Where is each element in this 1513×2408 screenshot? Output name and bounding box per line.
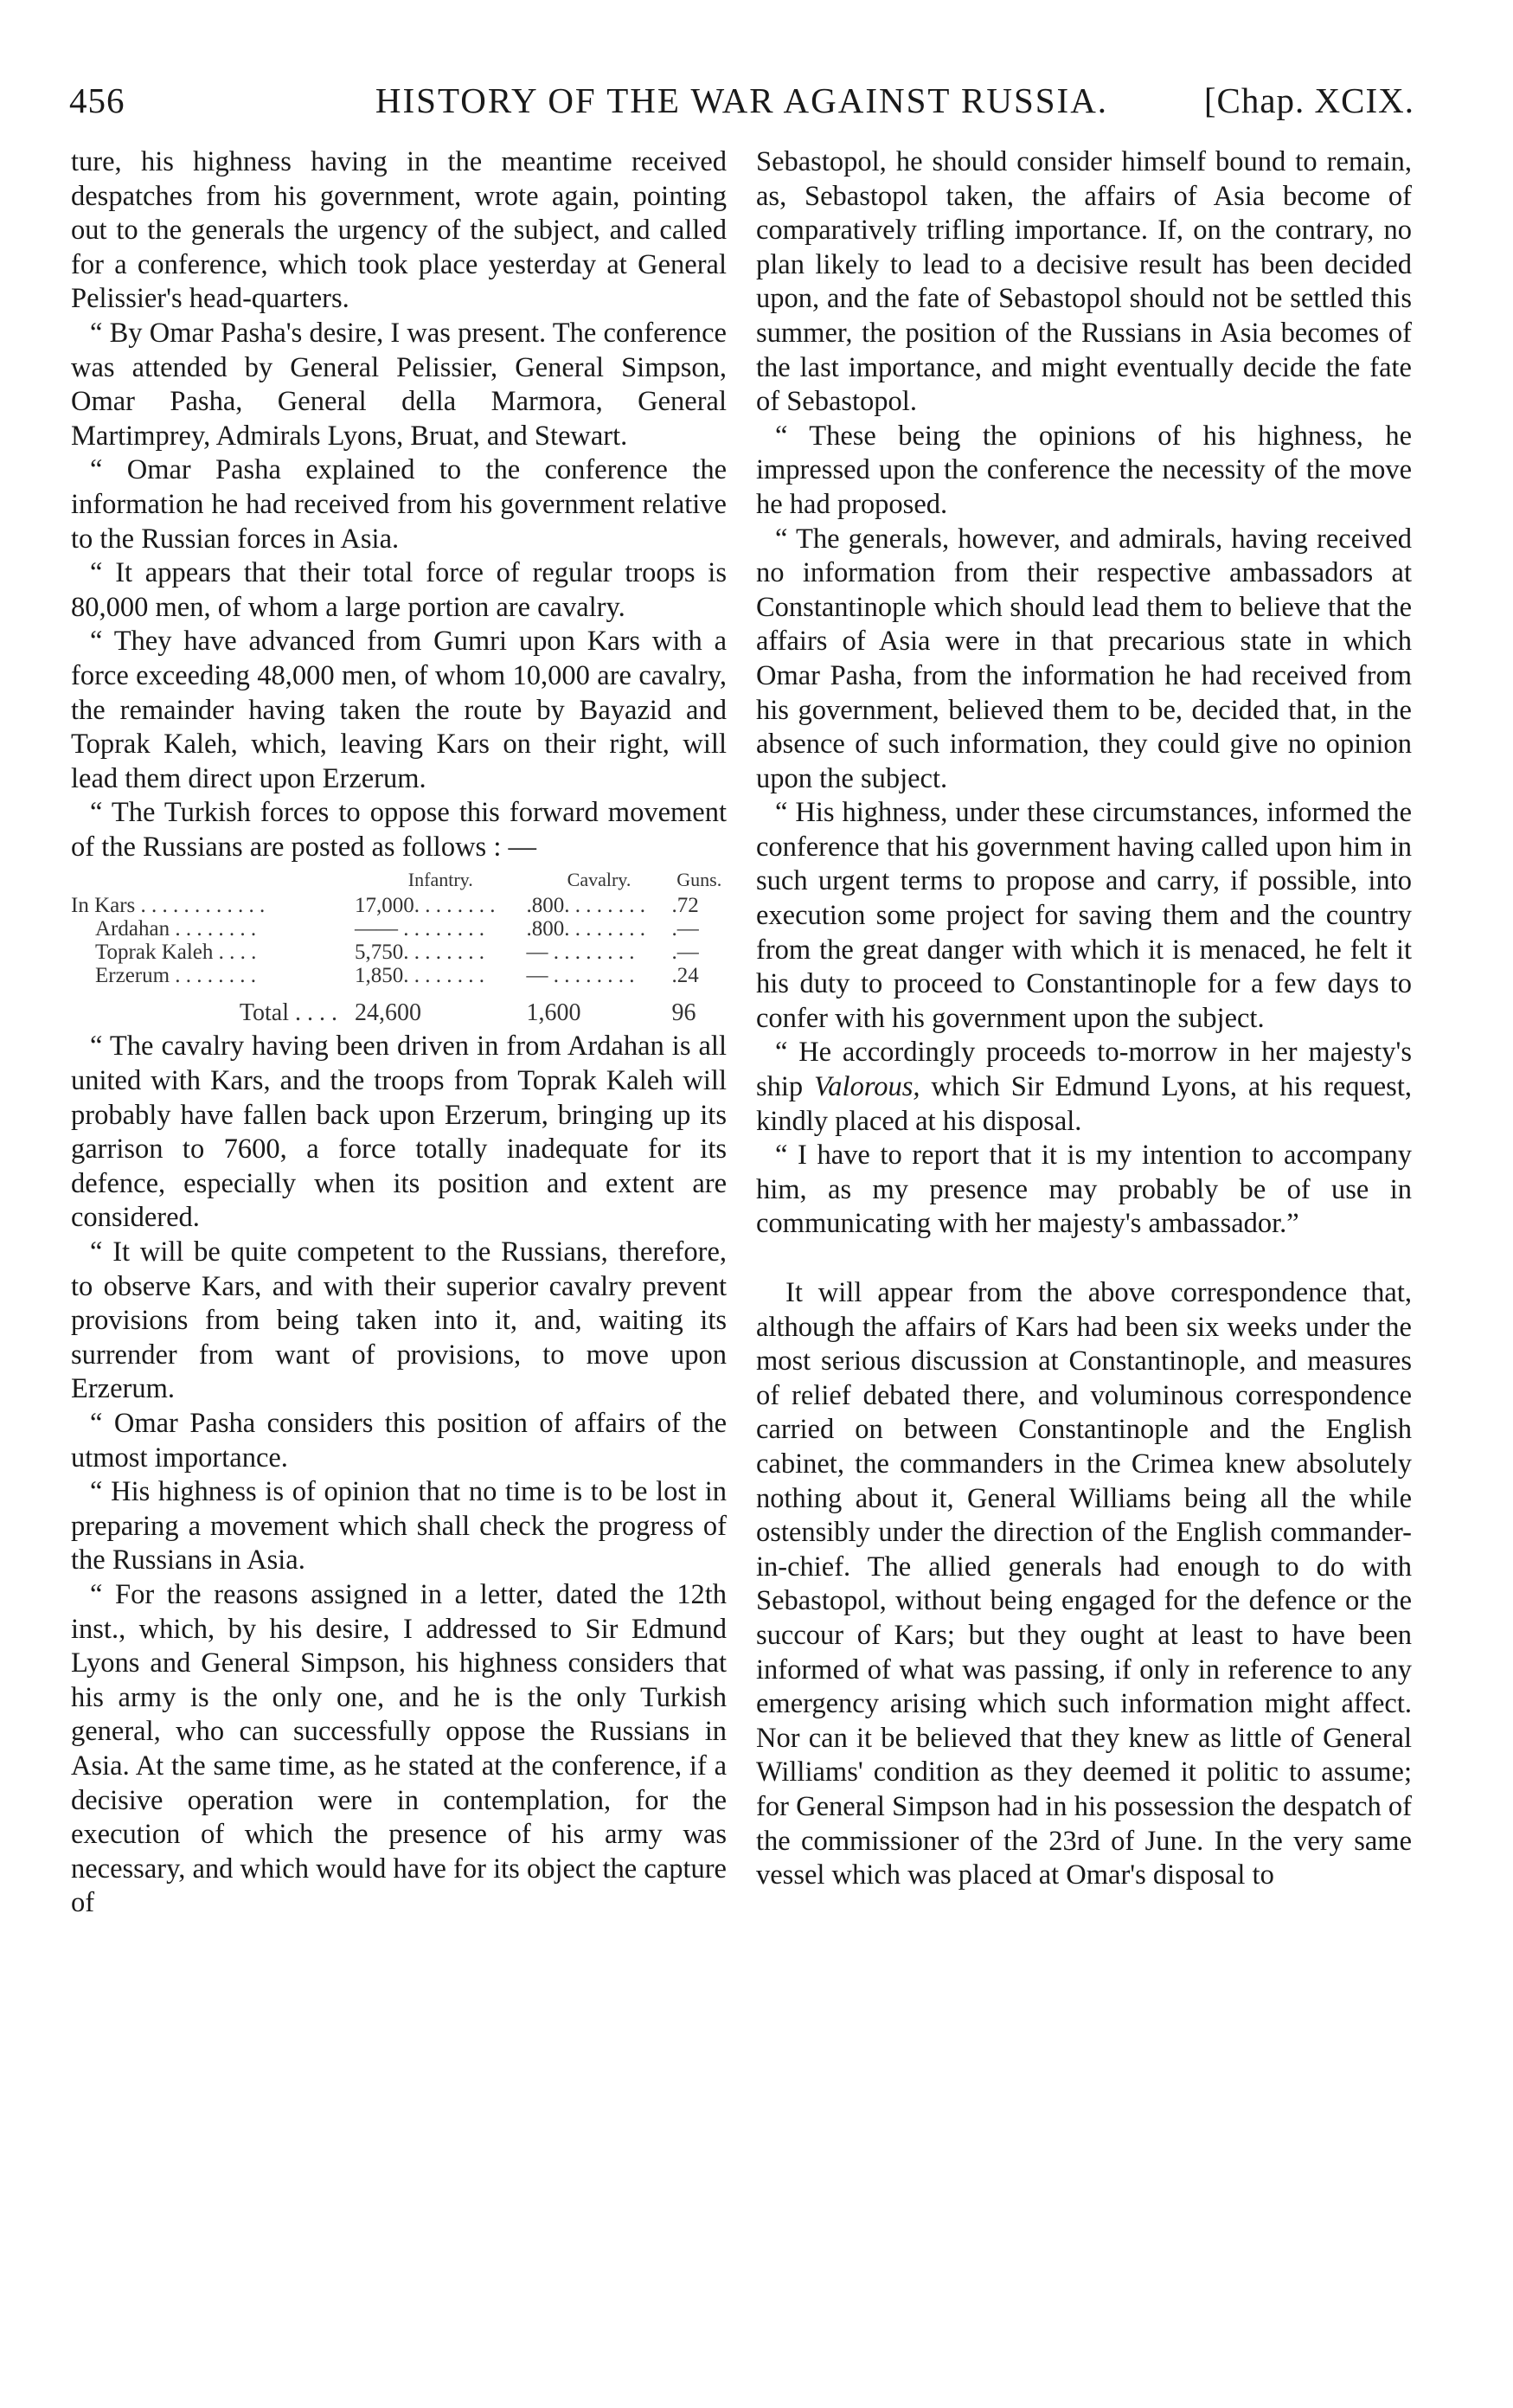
paragraph: “ Omar Pasha explained to the conference the information he had received from his government relative to the Russian forces in Asia. (71, 454, 727, 555)
table-cell: —— . . . . . . . . (355, 917, 484, 941)
paragraph: “ It will be quite competent to the Russians, therefore, to observe Kars, and with their superior cavalry prevent provisions from being taken into it, and, waiting its surrender from want of provisions, to move upon Erzerum. (71, 1236, 727, 1405)
column-header: Infantry. (407, 869, 473, 891)
total-label: Total . . . . (239, 999, 337, 1027)
paragraph: “ His highness, under these circumstances, informed the conference that his government having called upon him in such urgent terms to propose and carry, if possible, into execution some project for saving them and the country from the great danger with which it is menaced, he felt it his duty to proceed to Constantinople for a few days to confer with his government upon the subject. (756, 797, 1412, 1034)
column-header: Cavalry. (567, 869, 631, 891)
paragraph: “ For the reasons assigned in a letter, dated the 12th inst., which, by his desire, I addressed to Sir Edmund Lyons and General Simpson, his highness considers that his army is the only one, and he is the only Turkish general, who can successfully oppose the Russians in Asia. At the same time, as he stated at the conference, if a decisive operation were in contemplation, for the execution of which the presence of his army was necessary, and which would have for its object the capture of (71, 1578, 727, 1919)
paragraph: ture, his highness having in the meantime received despatches from his government, wrote again, pointing out to the generals the urgency of the subject, and called for a conference, which took place yesterday at General Pelissier's head-quarters. (71, 146, 727, 315)
table-row (71, 964, 727, 987)
table-cell: Ardahan . . . . . . . . (95, 917, 257, 941)
table-cell: — . . . . . . . . (526, 964, 635, 988)
table-row (71, 917, 727, 941)
column-header (71, 868, 355, 894)
running-title: HISTORY OF THE WAR AGAINST RUSSIA. (375, 80, 1109, 120)
left-column (71, 145, 727, 1921)
paragraph: It will appear from the above correspondence that, although the affairs of Kars had been six weeks under the most serious discussion at Constantinople, and measures of relief debated there, and voluminous correspondence carried on between Constantinople and the English cabinet, the commanders in the Crimea knew absolutely nothing about it, General Williams being all the while ostensibly under the direction of the English commander-in-chief. The allied generals had enough to do with Sebastopol, without being engaged for the defence or the succour of Kars; but they ought at least to have been informed of what was passing, if only in reference to any emergency arising which such information might affect. Nor can it be believed that they knew as little of General Williams' condition as they deemed it politic to assume; for General Simpson had in his possession the despatch of the commissioner of the 23rd of June. In the very same vessel which was placed at Omar's disposal to (756, 1277, 1412, 1891)
table-total-row (71, 987, 727, 1024)
column-header: Guns. (676, 869, 722, 891)
total-guns: 96 (671, 999, 696, 1027)
paragraph: “ The Turkish forces to oppose this forward movement of the Russians are posted as follows : — (71, 797, 727, 863)
table-row (71, 894, 727, 917)
table-cell: 1,850. . . . . . . . (355, 964, 484, 988)
right-column (756, 145, 1412, 1893)
paragraph: “ It appears that their total force of regular troops is 80,000 men, of whom a large portion are cavalry. (71, 557, 727, 623)
paragraph: “ His highness is of opinion that no time is to be lost in preparing a movement which shall check the progress of the Russians in Asia. (71, 1476, 727, 1576)
table-cell: Erzerum . . . . . . . . (95, 964, 257, 988)
paragraph: “ These being the opinions of his highness, he impressed upon the conference the necessity of the move he had proposed. (756, 420, 1412, 520)
paragraph: “ By Omar Pasha's desire, I was present. The conference was attended by General Pelissier, General Simpson, Omar Pasha, General della Marmora, General Martimprey, Admirals Lyons, Bruat, and Stewart. (71, 317, 727, 452)
table-cell: .800. . . . . . . . (526, 894, 646, 918)
table-cell: — . . . . . . . . (526, 941, 635, 965)
table-cell: .— (671, 941, 699, 965)
chapter-label: [Chap. XCIX. (1203, 80, 1414, 120)
table-row (71, 941, 727, 964)
total-infantry: 24,600 (355, 999, 421, 1027)
paragraph-text: which Sir Edmund Lyons, at his request, kindly placed at his disposal. (756, 1071, 1412, 1137)
table-cell: Toprak Kaleh . . . . (95, 941, 257, 965)
section-gap (756, 1242, 1412, 1276)
paragraph: “ They have advanced from Gumri upon Kars with a force exceeding 48,000 men, of whom 10,000 are cavalry, the remainder having taken the route by Bayazid and Toprak Kaleh, which, leaving Kars on their right, will lead them direct upon Erzerum. (71, 626, 727, 794)
page-number: 456 (69, 80, 125, 120)
table-cell: .800. . . . . . . . (526, 917, 646, 941)
paragraph: Sebastopol, he should consider himself bound to remain, as, Sebastopol taken, the affairs of Asia become of comparatively trifling importance. If, on the contrary, no plan likely to lead to a decisive result has been decided upon, and the fate of Sebastopol should not be settled this summer, the position of the Russians in Asia becomes of the last importance, and might eventually decide the fate of Sebastopol. (756, 146, 1412, 418)
ship-name: Valorous, (814, 1071, 920, 1103)
paragraph: “ The cavalry having been driven in from Ardahan is all united with Kars, and the troops from Toprak Kaleh will probably have fallen back upon Erzerum, bringing up its garrison to 7600, a force totally inadequate for its defence, especially when its position and extent are considered. (71, 1031, 727, 1234)
total-cavalry: 1,600 (526, 999, 581, 1027)
paragraph: “ I have to report that it is my intention to accompany him, as my presence may probably be of use in communicating with her majesty's ambassador.” (756, 1140, 1412, 1240)
table-header-row (71, 868, 727, 894)
paragraph: “ Omar Pasha considers this position of affairs of the utmost importance. (71, 1408, 727, 1474)
paragraph-text: “ He accordingly proceeds to-morrow in her majesty's ship (756, 1037, 1412, 1103)
table-cell: .72 (671, 894, 699, 918)
table-cell: .— (671, 917, 699, 941)
page-header (69, 80, 1414, 132)
paragraph (756, 1036, 1412, 1139)
turkish-forces-table (71, 868, 727, 1027)
paragraph: “ The generals, however, and admirals, having received no information from their respective ambassadors at Constantinople which should lead them to believe that the affairs of Asia were in that precarious state in which Omar Pasha, from the information he had received from his government, believed them to be, decided that, in the absence of such information, they could give no opinion upon the subject. (756, 523, 1412, 794)
table-cell: In Kars . . . . . . . . . . . . (71, 894, 266, 918)
table-cell: 17,000. . . . . . . . (355, 894, 496, 918)
table-cell: 5,750. . . . . . . . (355, 941, 484, 965)
table-cell: .24 (671, 964, 699, 988)
